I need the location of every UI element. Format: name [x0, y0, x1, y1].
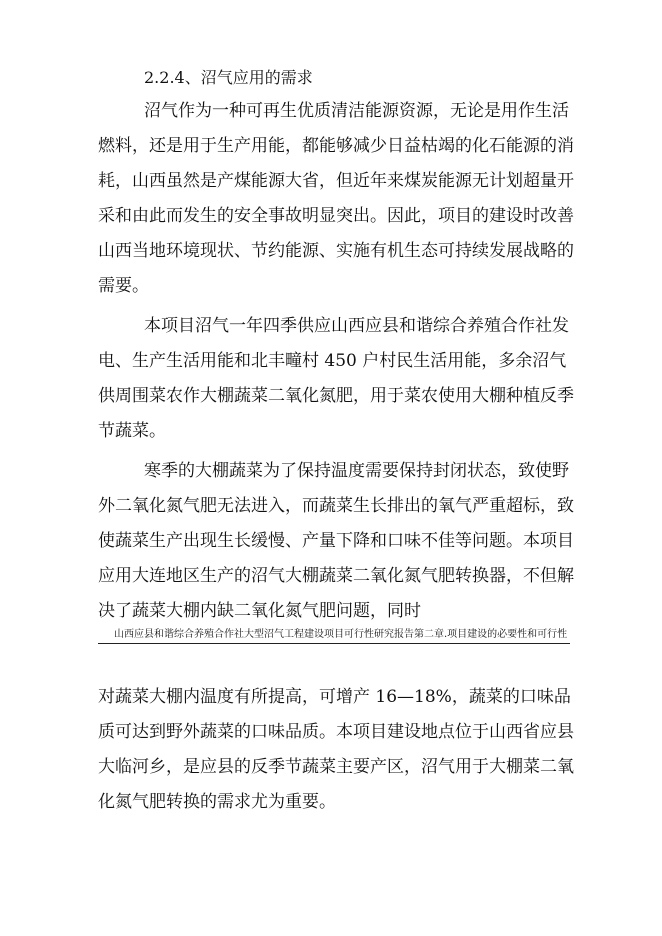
section-heading: 2.2.4、沼气应用的需求 — [144, 68, 313, 87]
paragraph-line: 采和由此而发生的安全事故明显突出。因此，项目的建设时改善 — [98, 206, 574, 226]
paragraph-line: 寒季的大棚蔬菜为了保持温度需要保持封闭状态，致使野 — [144, 461, 569, 481]
paragraph-line: 山西当地环境现状、节约能源、实施有机生态可持续发展战略的 — [98, 241, 574, 261]
paragraph-line: 质可达到野外蔬菜的口味品质。本项目建设地点位于山西省应县 — [98, 722, 574, 742]
paragraph-line: 应用大连地区生产的沼气大棚蔬菜二氧化氮气肥转换器，不但解 — [98, 566, 574, 586]
paragraph-line: 使蔬菜生产出现生长缓慢、产量下降和口味不佳等问题。本项目 — [98, 531, 574, 551]
paragraph-line: 燃料，还是用于生产用能，都能够减少日益枯竭的化石能源的消 — [98, 136, 574, 156]
paragraph-line: 电、生产生活用能和北丰疃村 450 户村民生活用能，多余沼气 — [98, 351, 567, 371]
paragraph-line: 化氮气肥转换的需求尤为重要。 — [98, 792, 336, 812]
paragraph-line: 供周围菜农作大棚蔬菜二氧化氮肥，用于菜农使用大棚种植反季 — [98, 386, 574, 406]
footer-divider — [98, 643, 570, 644]
paragraph-line: 耗，山西虽然是产煤能源大省，但近年来煤炭能源无计划超量开 — [98, 171, 574, 191]
page-footer: 山西应县和谐综合养殖合作社大型沼气工程建设项目可行性研究报告第二章.项目建设的必要性和可行性 — [114, 629, 568, 640]
paragraph-line: 节蔬菜。 — [98, 421, 166, 441]
paragraph-line: 大临河乡，是应县的反季节蔬菜主要产区，沼气用于大棚菜二氧 — [98, 757, 574, 777]
paragraph-line: 决了蔬菜大棚内缺二氧化氮气肥问题，同时 — [98, 601, 421, 621]
paragraph-line: 需要。 — [98, 276, 149, 296]
paragraph-line: 对蔬菜大棚内温度有所提高，可增产 16—18%，蔬菜的口味品 — [98, 687, 571, 707]
paragraph-line: 沼气作为一种可再生优质清洁能源资源，无论是用作生活 — [144, 101, 569, 121]
paragraph-line: 本项目沼气一年四季供应山西应县和谐综合养殖合作社发 — [144, 316, 569, 336]
paragraph-line: 外二氧化氮气肥无法进入，而蔬菜生长排出的氧气严重超标，致 — [98, 496, 574, 516]
